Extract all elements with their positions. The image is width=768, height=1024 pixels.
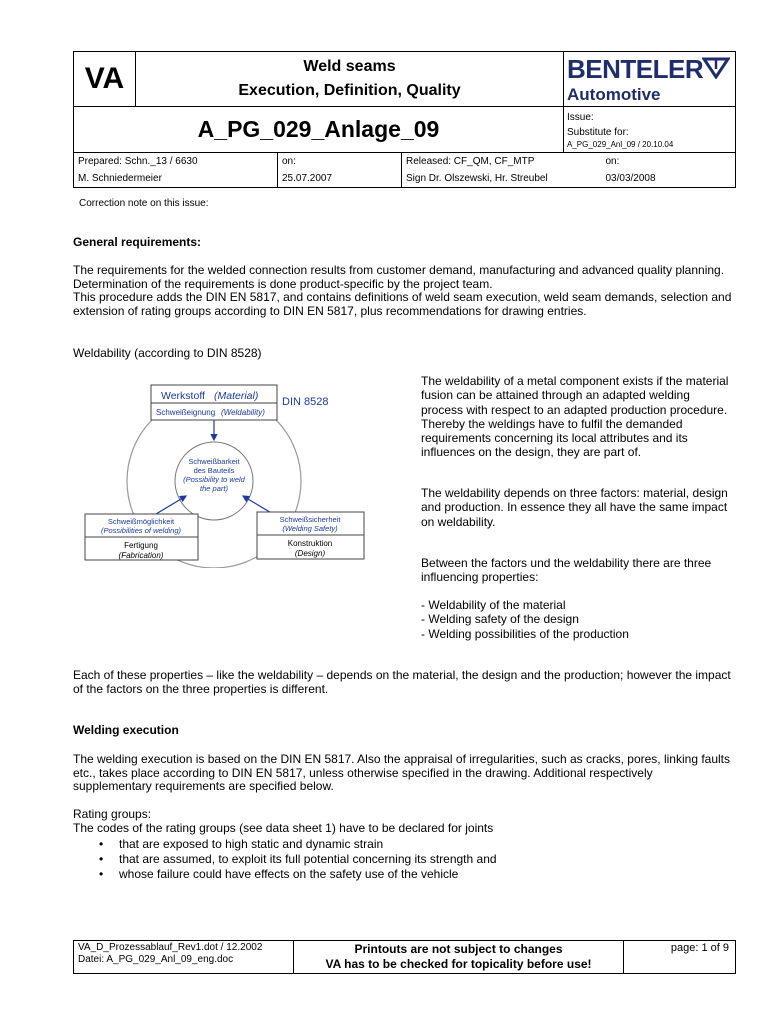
rating-bullets — [73, 837, 497, 882]
left-factor-en: (Fabrication) — [118, 551, 164, 560]
footer-notice-1: Printouts are not subject to changes — [354, 942, 563, 956]
prepared-on-label: on: — [278, 153, 402, 171]
center-line-2: des Bauteils — [193, 466, 235, 475]
center-line-3: (Possibility to weld — [183, 475, 245, 484]
substitute-value: A_PG_029_Anl_09 / 20.10.04 — [567, 140, 674, 149]
rating-intro: The codes of the rating groups (see data sheet 1) have to be declared for joints — [73, 821, 494, 835]
weldability-para-3: Between the factors und the weldability there are three influencing properties: — [421, 556, 712, 585]
title-line-1: Weld seams — [303, 58, 396, 75]
header-table — [73, 51, 736, 153]
din-label: DIN 8528 — [282, 396, 329, 408]
issue-label: Issue: — [567, 112, 594, 123]
title-line-2: Execution, Definition, Quality — [238, 82, 461, 99]
bullet-item: • that are assumed, to exploit its full potential concerning its strength and — [73, 852, 497, 867]
footer-notice-2: VA has to be checked for topicality before use! — [325, 957, 592, 971]
correction-note: Correction note on this issue: — [79, 198, 209, 209]
center-line-4: the part) — [200, 484, 228, 493]
released-signature: Sign Dr. Olszewski, Hr. Streubel — [402, 170, 602, 188]
right-prop-de: Schweißsicherheit — [279, 515, 341, 524]
page-number: page: 1 of 9 — [624, 941, 736, 974]
bullet-item: • whose failure could have effects on the safety use of the vehicle — [73, 867, 497, 882]
execution-para: The welding execution is based on the DIN EN 5817. Also the appraisal of irregularities, such as cracks, pores, linking faults etc., takes place according to DIN EN 5817, unless otherwise specified in the drawing. Additional respectively supplementary requirements are specified below. — [73, 752, 731, 793]
property-item: - Welding possibilities of the production — [421, 626, 629, 641]
material-prop-en: (Weldability) — [221, 408, 265, 417]
bullet-item: • that are exposed to high static and dynamic strain — [73, 837, 497, 852]
document-title — [136, 52, 564, 107]
weldability-summary: Each of these properties – like the weldability – depends on the material, the design and the production; however the impact of the factors on the three properties is different. — [73, 668, 731, 696]
general-heading: General requirements: — [73, 235, 202, 249]
weldability-para-2: The weldability depends on three factors: material, design and production. In essence they all have the same impact on weldability. — [421, 486, 728, 529]
brand-name: BENTELER — [567, 54, 704, 84]
released-date: 03/03/2008 — [602, 170, 736, 188]
right-factor-en: (Design) — [294, 549, 326, 558]
weldability-diagram — [80, 378, 380, 568]
weldability-para-1: The weldability of a metal component exists if the material fusion can be attained through an adapted welding process with respect to an adapted production procedure. Thereby the weldings have to fulfil the demanded requirements concerning its local attributes and its influences on the design, they are part of. — [421, 374, 729, 460]
issue-info — [564, 107, 736, 153]
footer-template: VA_D_Prozessablauf_Rev1.dot / 12.2002 — [78, 942, 263, 953]
material-de: Werkstoff — [161, 390, 205, 402]
right-prop-en: (Welding Safety) — [282, 524, 338, 533]
footer-table — [73, 940, 736, 974]
brand-emblem-icon — [702, 57, 730, 79]
properties-list — [421, 598, 731, 641]
va-label: VA — [74, 52, 136, 107]
released-by: Released: CF_QM, CF_MTP — [402, 153, 602, 171]
brand-subtitle: Automotive — [567, 85, 661, 104]
approval-table — [73, 152, 736, 188]
document-id: A_PG_029_Anlage_09 — [74, 107, 564, 153]
center-line-1: Schweißbarkeit — [188, 457, 240, 466]
material-prop-de: Schweißeignung — [156, 408, 216, 417]
brand-logo — [564, 52, 736, 107]
left-prop-de: Schweißmöglichkeit — [107, 517, 175, 526]
material-en: (Material) — [214, 390, 259, 402]
property-item: - Weldability of the material — [421, 598, 566, 612]
general-para-1: The requirements for the welded connection results from customer demand, manufacturing and advanced quality planning. Determination of the requirements is done product-specific by the project team. — [73, 263, 725, 291]
left-prop-en: (Possibilities of welding) — [100, 526, 182, 535]
general-para-2: This procedure adds the DIN EN 5817, and contains definitions of weld seam execution, weld seam demands, selection and extension of rating groups according to DIN EN 5817, plus recommendations for drawing entries. — [73, 290, 732, 318]
weldability-heading: Weldability (according to DIN 8528) — [73, 346, 262, 360]
right-factor-de: Konstruktion — [287, 539, 333, 548]
prepared-by: Prepared: Schn._13 / 6630 — [74, 153, 278, 171]
execution-heading: Welding execution — [73, 723, 179, 737]
rating-label: Rating groups: — [73, 807, 152, 821]
footer-file-info — [74, 941, 294, 974]
released-on-label: on: — [602, 153, 736, 171]
prepared-date: 25.07.2007 — [278, 170, 402, 188]
footer-notice — [294, 941, 624, 974]
substitute-label: Substitute for: — [567, 127, 629, 138]
footer-filename: Datei: A_PG_029_Anl_09_eng.doc — [78, 954, 234, 965]
left-factor-de: Fertigung — [124, 541, 158, 550]
prepared-name: M. Schniedermeier — [74, 170, 278, 188]
property-item: - Welding safety of the design — [421, 612, 579, 627]
arrow-fabrication-to-center — [156, 496, 186, 514]
arrow-design-to-center — [243, 496, 273, 514]
